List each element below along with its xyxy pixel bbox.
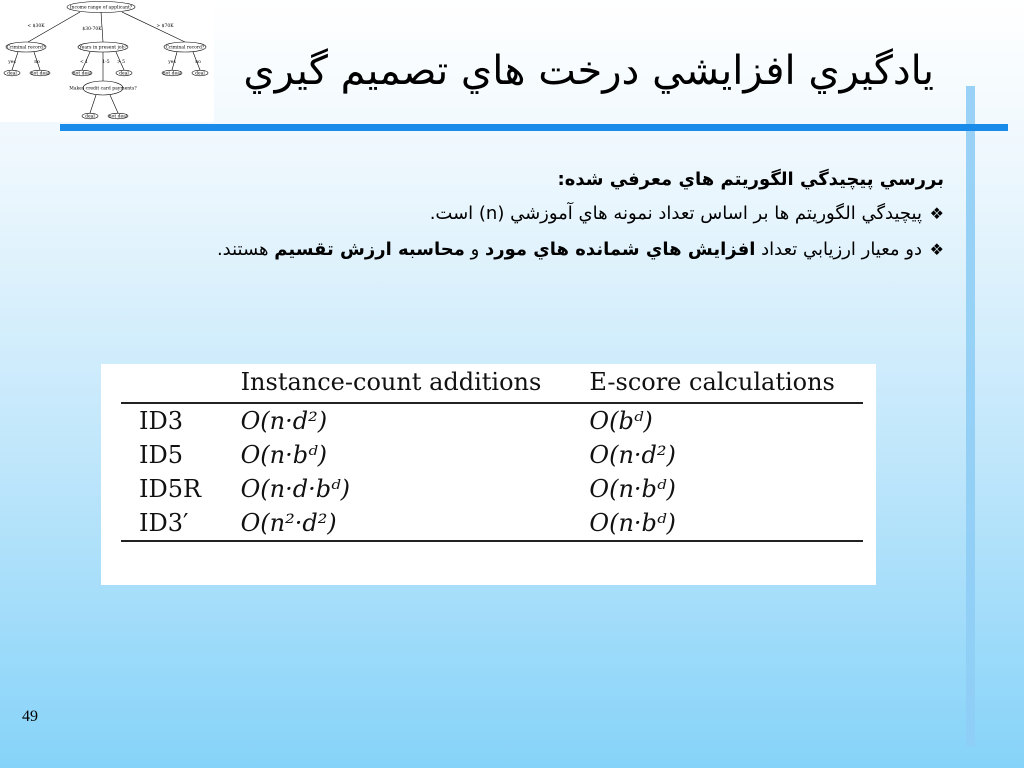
bullet-2-post: هستند. [216, 239, 275, 260]
decision-tree-figure [0, 0, 214, 122]
count-complexity: O(n²·d²) [223, 506, 572, 541]
tree-branch-right: > $70K [156, 24, 174, 29]
slide-body [144, 166, 944, 272]
horizontal-accent-bar [60, 124, 1008, 131]
table-row [121, 506, 863, 541]
page-number: 49 [22, 708, 38, 725]
tree-node-left: Criminal record? [6, 45, 46, 51]
tree-leaf: deal [119, 71, 129, 77]
diamond-bullet-icon: ❖ [929, 204, 944, 223]
algorithm-name: ID5 [139, 441, 183, 469]
tree-leaf: not deal [162, 71, 182, 77]
tree-right-no: no [195, 60, 201, 65]
bullet-item-1 [144, 200, 944, 228]
tree-root-label: Income range of applicant? [69, 5, 133, 11]
tree-node-right: Criminal record? [165, 45, 205, 51]
count-complexity: O(n·d·bᵈ) [240, 475, 351, 503]
bullet-item-2 [144, 236, 944, 264]
algorithm-name: ID3′ [121, 506, 223, 541]
table-header-row [121, 366, 863, 403]
tree-leaf: not deal [30, 71, 50, 77]
table-row [121, 472, 863, 506]
count-complexity: O(n·d²) [240, 407, 328, 435]
complexity-table-figure [101, 364, 876, 585]
tree-leaf: not deal [72, 71, 92, 77]
bullet-2-bold-2: محاسبه ارزش تقسيم [274, 239, 465, 260]
escore-complexity: O(n·bᵈ) [589, 475, 676, 503]
tree-mid-1to5: 1-5 [102, 60, 110, 65]
tree-right-yes: yes [168, 60, 176, 65]
complexity-table [121, 366, 863, 542]
diamond-bullet-icon: ❖ [929, 240, 944, 259]
table-header-count: Instance-count additions [223, 366, 572, 403]
bullet-2-pre: دو معيار ارزيابي تعداد [755, 239, 922, 260]
algorithm-name: ID3 [139, 407, 183, 435]
slide-title: يادگيري افزايشي درخت هاي تصميم گيري [243, 48, 934, 94]
tree-leaf: deal [85, 114, 95, 120]
tree-leaf: deal [195, 71, 205, 77]
tree-node-credit: Makes credit card payments? [69, 86, 137, 92]
escore-complexity: O(n·d²) [589, 441, 676, 469]
vertical-accent-bar [966, 86, 975, 746]
body-heading: بررسي پيچيدگي الگوريتم هاي معرفي شده: [557, 169, 944, 190]
escore-complexity: O(n·bᵈ) [571, 506, 863, 541]
escore-complexity: O(bᵈ) [589, 407, 653, 435]
tree-left-yes: yes [8, 60, 16, 65]
table-row [121, 438, 863, 472]
tree-left-no: no [34, 60, 40, 65]
bullet-2-mid: و [464, 239, 485, 260]
tree-branch-mid: $30-70K [82, 27, 102, 32]
tree-branch-left: < $30K [27, 24, 45, 29]
tree-leaf: not deal [108, 114, 128, 120]
tree-mid-lt1: < 1 [79, 60, 89, 65]
table-header-escore: E-score calculations [571, 366, 863, 403]
tree-node-mid: Years in present job? [79, 45, 127, 51]
algorithm-name: ID5R [139, 475, 202, 503]
bullet-1-text: پيچيدگي الگوريتم ها بر اساس تعداد نمونه هاي آموزشي (n) است. [429, 203, 922, 224]
count-complexity: O(n·bᵈ) [240, 441, 328, 469]
table-header-blank [121, 366, 223, 403]
tree-mid-gt5: > 5 [116, 60, 126, 65]
bullet-2-bold-1: افزايش هاي شمانده هاي مورد [485, 239, 756, 260]
tree-leaf: deal [7, 71, 17, 77]
table-row [121, 403, 863, 438]
